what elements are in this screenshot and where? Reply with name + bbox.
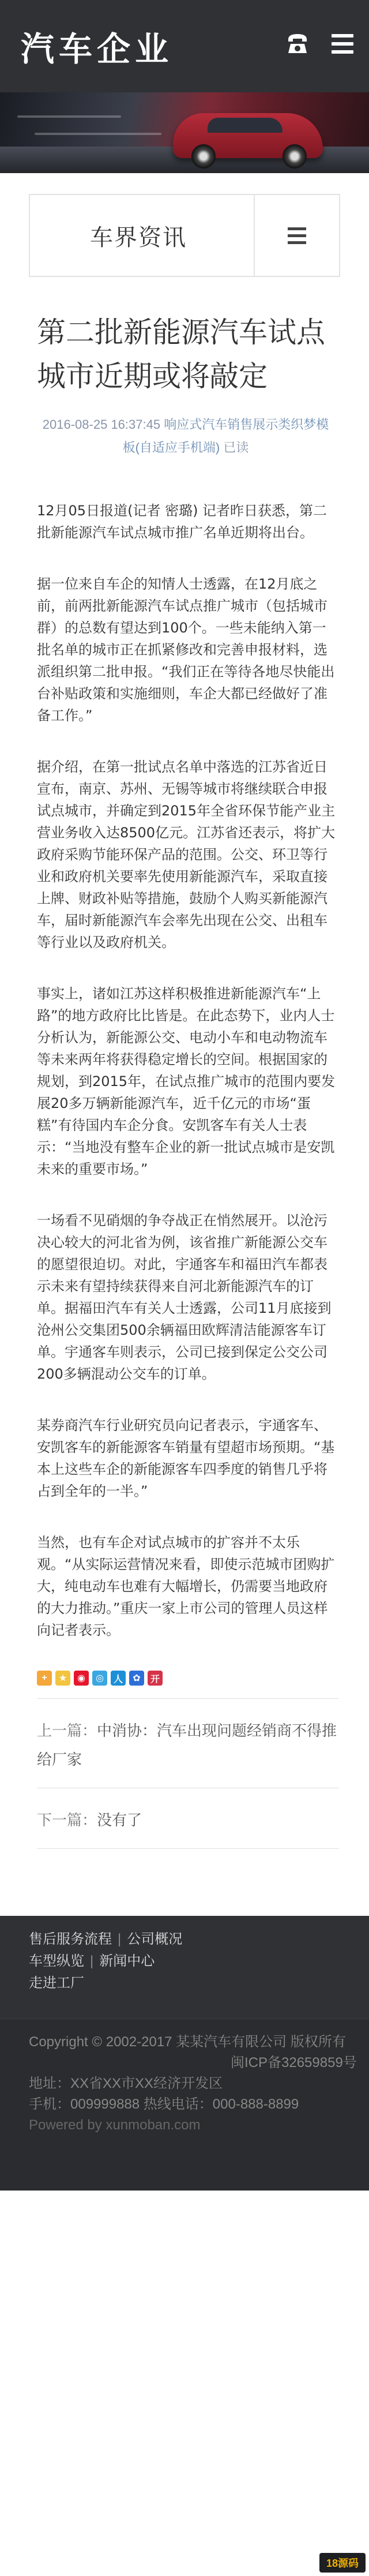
tencent-weibo-icon[interactable]: ◎: [92, 1671, 107, 1686]
site-brand[interactable]: 汽车企业: [21, 29, 174, 69]
menu-bar: [332, 50, 353, 54]
menu-bar: [288, 227, 306, 230]
section-header: [29, 194, 340, 277]
footer-link-row: [29, 1972, 369, 1994]
next-article: [37, 1806, 339, 1834]
menu-bar: [332, 34, 353, 38]
article-views: 已读: [223, 440, 249, 455]
powered-by: Powered by xunmoban.com: [29, 2117, 201, 2133]
kaixin-icon[interactable]: 开: [148, 1671, 163, 1686]
footer-link-factory[interactable]: 走进工厂: [29, 1975, 84, 1991]
article-paragraph: 某券商汽车行业研究员向记者表示，宇通客车、安凯客车的新能源客车销量有望超市场预期。“基本上这些车企的新能源客车四季度的销售几乎将占到全年的一半。”: [37, 1417, 335, 1499]
prev-article-label: 上一篇：: [37, 1722, 97, 1739]
renren-icon[interactable]: 人: [111, 1671, 126, 1686]
header-actions: [283, 29, 357, 59]
article-paragraph: 一场看不见硝烟的争夺战正在悄然展开。以沧污决心较大的河北省为例，该省推广新能源公交车的愿望很迫切。对此，宇通客车和福田汽车都表示未来有望持续获得来自河北新能源汽车的订单。据福田汽车有关人士透露，公司11月底接到沧州公交集团500余辆福田欧辉清洁能源客车订单。宇通客车则表示，公司已接到保定公交公司200多辆混动公交车的订单。: [37, 1212, 332, 1382]
baidu-icon[interactable]: ✿: [129, 1671, 144, 1686]
footer-link-service[interactable]: 售后服务流程: [29, 1931, 112, 1947]
footer-link-row: 车型纵览 | 新闻中心: [29, 1953, 155, 1969]
menu-bar: [288, 234, 306, 237]
watermark-logo: 18源码: [319, 2553, 366, 2573]
phone-icon-graphic: [285, 31, 310, 57]
section-title: 车界资讯: [90, 224, 187, 251]
article-paragraph: 据介绍，在第一批试点名单中落选的江苏省近日宣布，南京、苏州、无锡等城市将继续联合申报试点城市，并确定到2015年全省环保节能产业主营业务收入达8500亿元。江苏省还表示，将扩大政府采购节能环保产品的范围。公交、环卫等行业和政府机关要率先使用新能源汽车，采取直接上牌、财政补贴等措施，鼓励个人购买新能源汽车，届时新能源汽车会率先出现在公交、出租车等行业以及政府机关。: [37, 759, 336, 950]
footer-link-news[interactable]: 新闻中心: [99, 1953, 155, 1969]
article-paragraph: 据一位来自车企的知情人士透露，在12月底之前，前两批新能源汽车试点推广城市（包括城市群）的总数有望达到100个。一些未能纳入第一批名单的城市正在抓紧修改和完善申报材料，选派组织第二批申报。“我们正在等待各地尽快能出台补贴政策和实施细则，车企大都已经做好了准备工作。”: [37, 576, 335, 724]
top-header: [0, 0, 369, 92]
divider: [37, 1848, 339, 1849]
footer-link-company[interactable]: 公司概况: [127, 1931, 183, 1947]
copyright-text: Copyright © 2002-2017 某某汽车有限公司 版权所有: [29, 2034, 346, 2050]
menu-bar: [288, 241, 306, 244]
menu-bar: [332, 42, 353, 46]
share-bar: [37, 1671, 339, 1686]
next-article-link[interactable]: 没有了: [97, 1811, 142, 1829]
prev-article-link[interactable]: 中消协：汽车出现问题经销商不得推给厂家: [37, 1722, 337, 1768]
icp-number: 闽ICP备32659859号: [231, 2055, 357, 2070]
footer-copyright: [0, 2019, 369, 2191]
hero-banner-image: [0, 92, 369, 173]
article-paragraph: 事实上，诸如江苏这样积极推进新能源汽车“上路”的地方政府比比皆是。在此态势下，业内人士分析认为，新能源公交、电动小车和电动物流车等未来两年将获得稳定增长的空间。根据国家的规划，到2015年，在试点推广城市的范围内要发展20多万辆新能源汽车，近千亿元的市场“蛋糕”有待国内车企分食。安凯客车有关人士表示：“当地没有整车企业的新一批试点城市是安凯未来的重要市场。”: [37, 986, 336, 1177]
article-body: [37, 500, 339, 1641]
next-article-label: 下一篇：: [37, 1811, 97, 1829]
footer-link-row: 售后服务流程 | 公司概况: [29, 1931, 183, 1947]
section-menu-icon[interactable]: [254, 195, 339, 276]
article-paragraph: 12月05日报道(记者 密璐) 记者昨日获悉，第二批新能源汽车试点城市推广名单近期将出台。: [37, 503, 327, 541]
footer-links: [0, 1916, 369, 2019]
divider: [37, 1698, 339, 1699]
weibo-icon[interactable]: ◉: [74, 1671, 89, 1686]
company-phone: 手机：009999888 热线电话：000-888-8899: [29, 2096, 299, 2112]
footer-link-models[interactable]: 车型纵览: [29, 1953, 84, 1969]
qzone-icon[interactable]: ★: [55, 1671, 70, 1686]
prev-article: [37, 1716, 339, 1774]
phone-icon[interactable]: [283, 29, 312, 59]
article-paragraph: 当然，也有车企对试点城市的扩容并不太乐观。“从实际运营情况来看，即使示范城市团购扩大，纯电动车也难有大幅增长，仍需要当地政府的大力推动。”重庆一家上市公司的管理人员这样向记者表示。: [37, 1534, 335, 1638]
article-title: 第二批新能源汽车试点城市近期或将敲定: [37, 316, 325, 393]
article: [0, 310, 369, 1849]
article-date: 2016-08-25 16:37:45: [42, 417, 161, 432]
article-meta: [37, 413, 339, 459]
company-address: 地址：XX省XX市XX经济开发区: [29, 2076, 223, 2091]
article-source-link[interactable]: 响应式汽车销售展示类织梦模板(自适应手机端): [122, 417, 329, 455]
share-plus-icon[interactable]: +: [37, 1671, 52, 1686]
menu-icon[interactable]: [327, 29, 357, 59]
